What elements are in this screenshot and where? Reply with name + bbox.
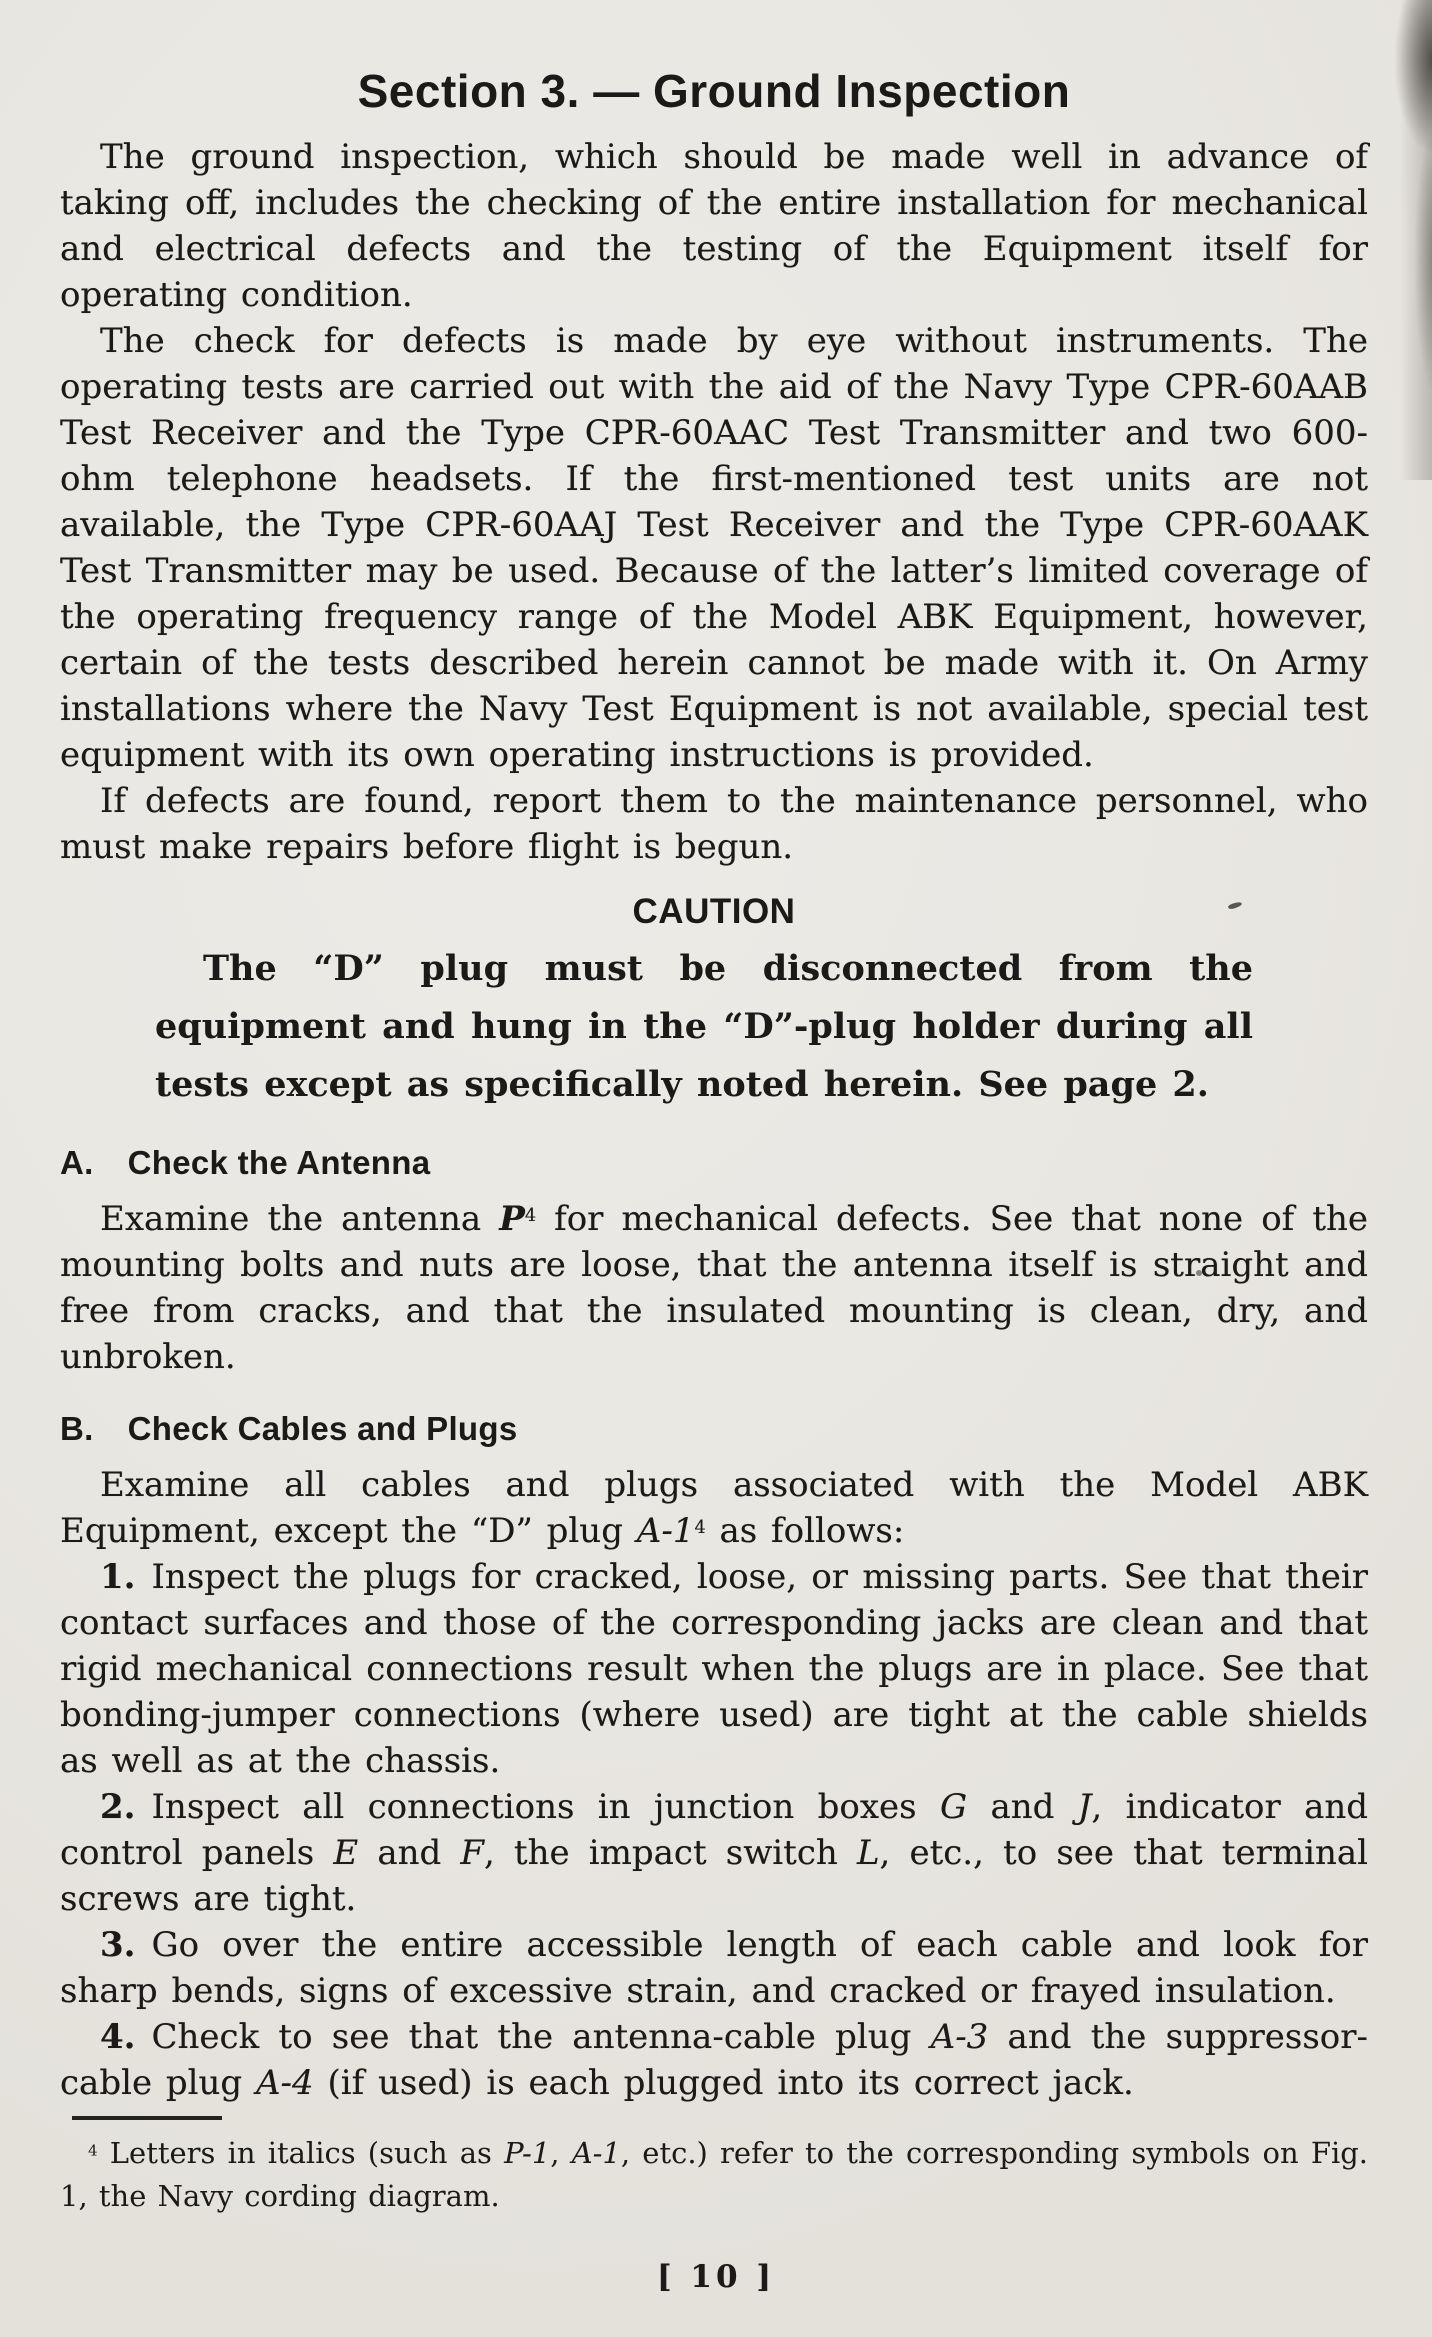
scan-shadow-artifact xyxy=(1386,0,1432,480)
section-b-heading xyxy=(60,1408,1368,1450)
section-a-title: Check the Antenna xyxy=(127,1144,431,1181)
paragraph-operating-tests: The check for defects is made by eye without instruments. The operating tests are carried out with the aid of the Navy Type CPR-60AAB Test Receiver and the Type CPR-60AAC Test Transmitter and two 600-ohm telephone headsets. If the first-mentioned test units are not available, the Type CPR-60AAJ Test Receiver and the Type CPR-60AAK Test Transmitter may be used. Because of the latter’s limited coverage of the operating frequency range of the Model ABK Equipment, however, certain of the tests described herein cannot be made with it. On Army installations where the Navy Test Equipment is not available, special test equipment with its own operating instructions is provided. xyxy=(60,321,1368,775)
section-b-title: Check Cables and Plugs xyxy=(127,1410,518,1447)
page-number: [ 10 ] xyxy=(656,2259,776,2295)
item-2: 2. Inspect all connections in junction boxes G and J, indicator and control panels E and F, the impact switch L, etc., to see that terminal screws are tight. xyxy=(60,1787,1368,1919)
item-1: 1. Inspect the plugs for cracked, loose, or missing parts. See that their contact surfaces and those of the corresponding jacks are clean and that rigid mechanical connections result when the plugs are in place. See that bonding-jumper connections (where used) are tight at the cable shields as well as at the chassis. xyxy=(60,1557,1368,1781)
caution-heading: CAUTION xyxy=(632,892,796,931)
caution-body: The “D” plug must be disconnected from the equipment and hung in the “D”-plug holder during all tests except as specifically noted herein. See page 2. xyxy=(155,948,1253,1105)
section-a-body: Examine the antenna $P^4$ for mechanical defects. See that none of the mounting bolts and nuts are loose, that the antenna itself is straight and free from cracks, and that the insulated mounting is clean, dry, and unbroken. xyxy=(60,1199,1368,1377)
paragraph-ground-inspection: The ground inspection, which should be made well in advance of taking off, includes the checking of the entire installation for mechanical and electrical defects and the testing of the Equipment itself for operating condition. xyxy=(60,137,1368,315)
text-column xyxy=(60,0,1368,2218)
paragraph-report-defects: If defects are found, report them to the maintenance personnel, who must make repairs before flight is begun. xyxy=(60,781,1368,867)
footnote: $^4$ Letters in italics (such as P-1, A-1, etc.) refer to the corresponding symbols on Fig. 1, the Navy cording diagram. xyxy=(60,2136,1368,2213)
page-title: Section 3. — Ground Inspection xyxy=(357,65,1071,117)
item-4: 4. Check to see that the antenna-cable plug A-3 and the suppressor-cable plug A-4 (if used) is each plugged into its correct jack. xyxy=(60,2017,1368,2103)
section-b-label: B. xyxy=(60,1410,94,1447)
item-3: 3. Go over the entire accessible length of each cable and look for sharp bends, signs of excessive strain, and cracked or frayed insulation. xyxy=(60,1925,1368,2011)
section-b-intro: Examine all cables and plugs associated with the Model ABK Equipment, except the “D” plug $A-1^4$ as follows: xyxy=(60,1465,1368,1551)
section-a-label: A. xyxy=(60,1144,94,1181)
section-a-heading xyxy=(60,1142,1368,1184)
footnote-rule xyxy=(72,2116,222,2120)
